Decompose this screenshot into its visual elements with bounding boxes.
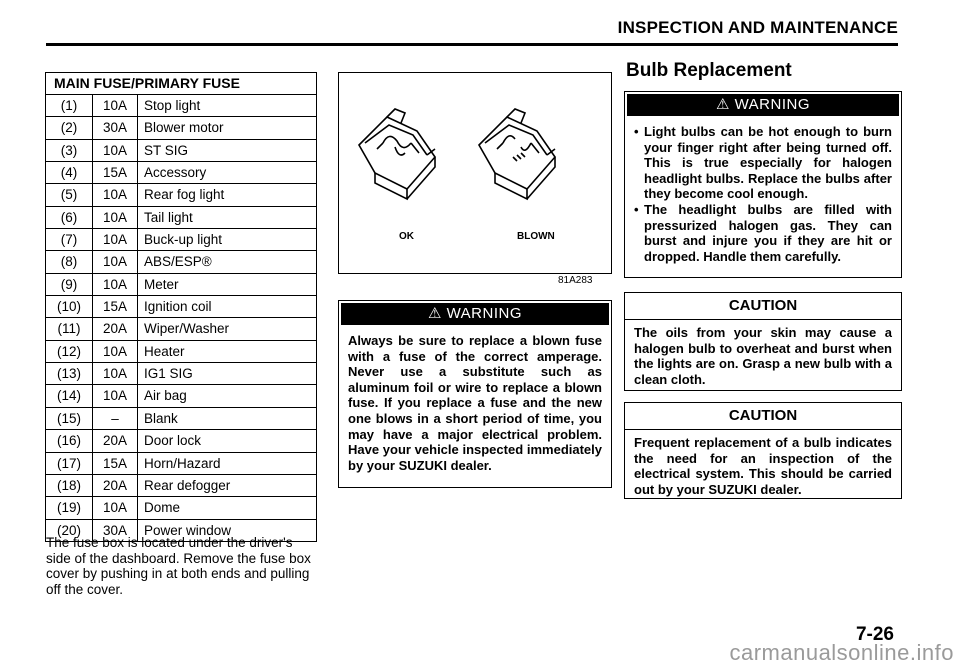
bulb-warning-heading: WARNING: [734, 96, 811, 113]
bullet-icon: •: [634, 124, 639, 139]
table-row: [46, 251, 316, 273]
fuse-ok-icon: [359, 109, 435, 199]
fuse-circuit: IG1 SIG: [144, 366, 193, 382]
fuse-number: (4): [46, 162, 93, 183]
fuse-warning-box: [338, 300, 612, 488]
fuse-amperage: 20A: [93, 475, 138, 496]
fuse-amperage: 10A: [93, 140, 138, 161]
page-number: 7-26: [855, 624, 894, 645]
fuse-amperage: 15A: [93, 453, 138, 474]
fuse-amperage: 20A: [93, 430, 138, 451]
fuse-number: (10): [46, 296, 93, 317]
table-row: [46, 430, 316, 452]
table-row: [46, 341, 316, 363]
fuse-number: (3): [46, 140, 93, 161]
table-row: [46, 274, 316, 296]
fuse-table: [45, 72, 317, 542]
caution-heading: CAUTION: [625, 403, 901, 430]
fuse-amperage: 15A: [93, 296, 138, 317]
fuse-warning-text: Always be sure to replace a blown fuse with a fuse of the correct amperage. Never use a substitute such as aluminum foil or wire to replace a blown fuse. If you replace a fuse and the new one blows in a short period of time, you may have a major electrical problem. Have your vehicle inspected immediately by your SUZUKI dealer.: [348, 333, 602, 473]
fuse-warning-heading: WARNING: [446, 305, 523, 322]
fuse-amperage: 10A: [93, 184, 138, 205]
fuse-amperage: 30A: [93, 520, 138, 541]
fuse-location-note: The fuse box is located under the driver's side of the dashboard. Remove the fuse box cover by pushing in at both ends and pulling off the cover.: [46, 535, 311, 597]
fuse-circuit: Rear defogger: [144, 477, 231, 493]
fuse-illustration: [338, 72, 612, 274]
fuse-warning-header: [341, 303, 609, 325]
fuse-number: (8): [46, 251, 93, 272]
fuse-number: (6): [46, 207, 93, 228]
table-row: [46, 408, 316, 430]
fuse-amperage: 10A: [93, 229, 138, 250]
table-row: [46, 184, 316, 206]
table-row: [46, 117, 316, 139]
caution-text: Frequent replacement of a bulb indicates the need for an inspection of the electrical system. This should be carried out by your SUZUKI dealer.: [634, 435, 892, 497]
fuse-number: (18): [46, 475, 93, 496]
fuse-circuit: Power window: [144, 522, 232, 538]
fuse-amperage: 15A: [93, 162, 138, 183]
figure-code: 81A283: [558, 275, 593, 286]
fuse-circuit: Ignition coil: [144, 299, 212, 315]
list-item: [634, 124, 892, 202]
list-item: [634, 202, 892, 264]
label-ok: OK: [399, 231, 414, 242]
fuse-amperage: 10A: [93, 207, 138, 228]
fuse-number: (19): [46, 497, 93, 518]
table-row: [46, 95, 316, 117]
fuse-circuit: ABS/ESP®: [144, 254, 212, 270]
fuse-number: (2): [46, 117, 93, 138]
fuse-number: (7): [46, 229, 93, 250]
caution-box-skin-oils: [624, 292, 902, 391]
caution-heading: CAUTION: [625, 293, 901, 320]
fuse-circuit: Buck-up light: [144, 232, 223, 248]
fuse-number: (15): [46, 408, 93, 429]
table-row: [46, 385, 316, 407]
fuse-number: (17): [46, 453, 93, 474]
fuse-number: (5): [46, 184, 93, 205]
fuse-circuit: Door lock: [144, 433, 202, 449]
table-row: [46, 162, 316, 184]
fuse-amperage: 10A: [93, 251, 138, 272]
table-row: [46, 475, 316, 497]
table-row: [46, 296, 316, 318]
fuse-circuit: ST SIG: [144, 142, 189, 158]
table-row: [46, 207, 316, 229]
fuse-circuit: Horn/Hazard: [144, 455, 221, 471]
fuse-circuit: Air bag: [144, 388, 187, 404]
fuse-number: (11): [46, 318, 93, 339]
fuse-circuit: Heater: [144, 343, 185, 359]
header-rule: [46, 43, 898, 46]
table-row: [46, 497, 316, 519]
fuse-amperage: 10A: [93, 363, 138, 384]
fuse-circuit: Dome: [144, 500, 181, 516]
fuse-amperage: 20A: [93, 318, 138, 339]
fuse-circuit: Wiper/Washer: [144, 321, 230, 337]
table-row: [46, 363, 316, 385]
fuse-amperage: 10A: [93, 274, 138, 295]
label-blown: BLOWN: [517, 231, 555, 242]
fuse-number: (20): [46, 520, 93, 541]
fuse-number: (16): [46, 430, 93, 451]
fuse-number: (12): [46, 341, 93, 362]
table-row: [46, 140, 316, 162]
page-header-title: INSPECTION AND MAINTENANCE: [617, 18, 898, 37]
table-row: [46, 229, 316, 251]
bulb-warning-item: The headlight bulbs are filled with pressurized halogen gas. They can burst and injure you if they are hit or dropped. Handle them carefully.: [644, 201, 892, 264]
fuse-amperage: 10A: [93, 95, 138, 116]
caution-text: The oils from your skin may cause a halogen bulb to overheat and burst when the lights are on. Grasp a new bulb with a clean cloth.: [634, 325, 892, 387]
fuse-amperage: 30A: [93, 117, 138, 138]
fuse-amperage: 10A: [93, 341, 138, 362]
fuse-circuit: Meter: [144, 276, 179, 292]
fuse-circuit: Blower motor: [144, 120, 224, 136]
fuse-number: (14): [46, 385, 93, 406]
bulb-warning-header: [627, 94, 899, 116]
fuse-amperage: –: [93, 408, 138, 429]
fuse-amperage: 10A: [93, 385, 138, 406]
bullet-icon: •: [634, 201, 639, 217]
section-title: Bulb Replacement: [626, 60, 792, 81]
fuse-drawing: [339, 73, 611, 273]
fuse-number: (13): [46, 363, 93, 384]
table-row: [46, 318, 316, 340]
fuse-number: (1): [46, 95, 93, 116]
warning-triangle-icon: ⚠: [715, 96, 730, 113]
fuse-circuit: Tail light: [144, 209, 193, 225]
caution-box-frequent-replacement: [624, 402, 902, 499]
fuse-circuit: Accessory: [144, 165, 207, 181]
fuse-blown-icon: [479, 109, 555, 199]
fuse-amperage: 10A: [93, 497, 138, 518]
fuse-table-heading: MAIN FUSE/PRIMARY FUSE: [46, 73, 316, 95]
fuse-circuit: Stop light: [144, 98, 201, 113]
bulb-warning-list: [625, 118, 901, 270]
bulb-warning-box: [624, 91, 902, 278]
fuse-number: (9): [46, 274, 93, 295]
warning-triangle-icon: ⚠: [427, 305, 442, 322]
table-row: [46, 453, 316, 475]
watermark: carmanualsonline.info: [729, 640, 954, 665]
fuse-circuit: Blank: [144, 410, 178, 426]
bulb-warning-item: Light bulbs can be hot enough to burn your finger right after being turned off. This is true especially for halogen headlight bulbs. Replace the bulbs after they become cool enough.: [644, 124, 892, 202]
fuse-circuit: Rear fog light: [144, 187, 225, 203]
